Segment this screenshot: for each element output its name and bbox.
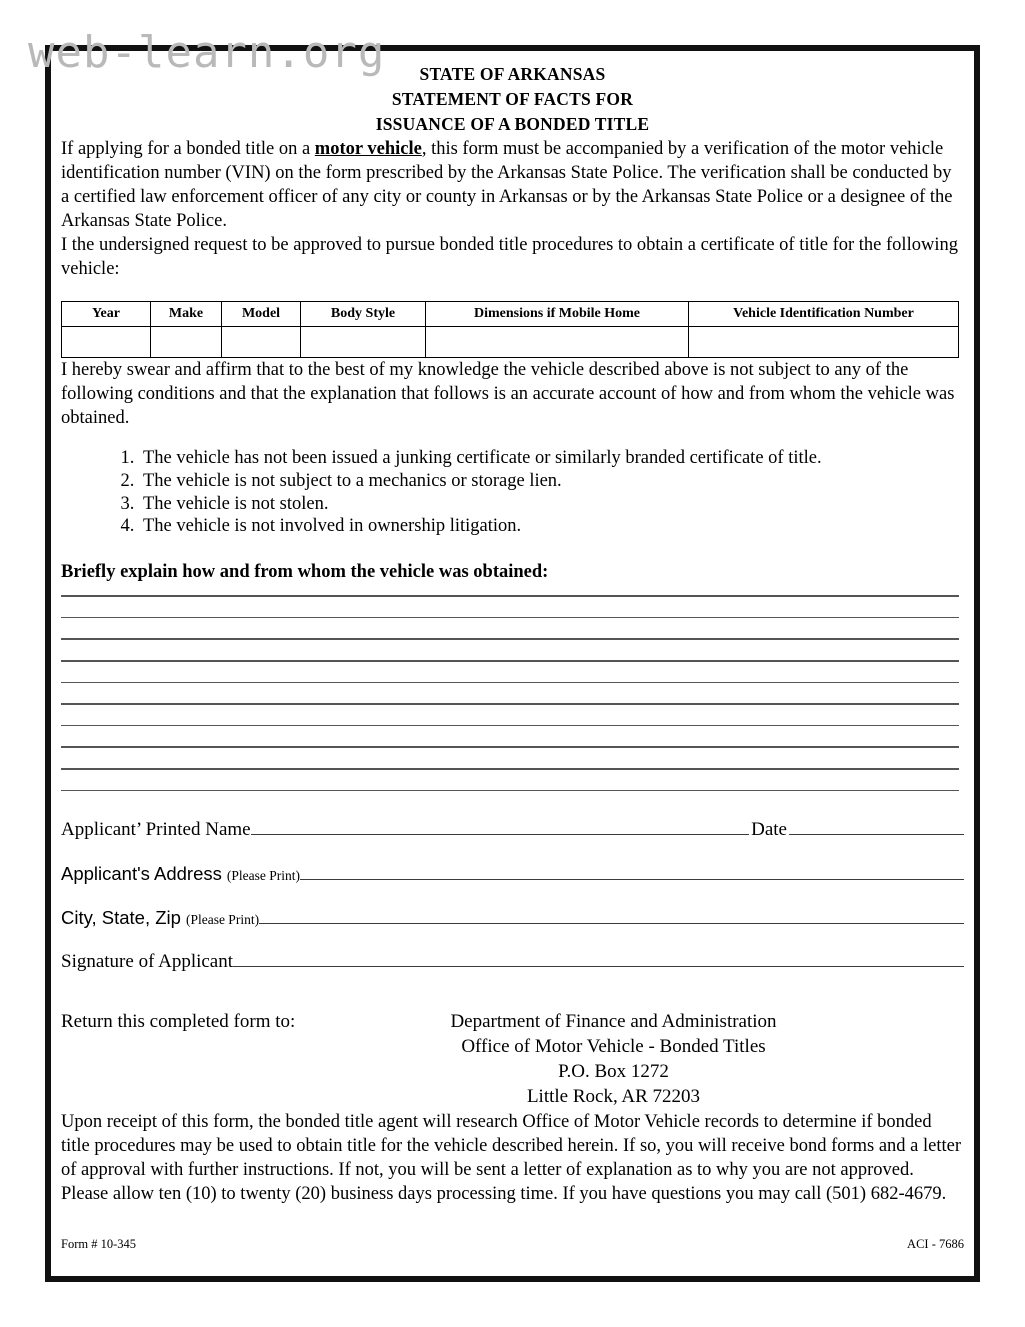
title-line-3: ISSUANCE OF A BONDED TITLE (375, 113, 650, 134)
form-title (61, 62, 964, 137)
closing-paragraph: Upon receipt of this form, the bonded title agent will research Office of Motor Vehicle records to determine if bonded title procedures may be used to obtain title for the vehicle described herein. If so, you will receive bond forms and a letter of approval with further instructions. If not, you will be sent a letter of explanation as to why you are not approved. Please allow ten (10) to twenty (20) business days processing time. If you have questions you may call (501) 682-4679. (61, 1111, 962, 1204)
list-item: 3. The vehicle is not stolen. (139, 494, 964, 516)
intro-part-1: If applying for a bonded title on a (61, 138, 315, 159)
conditions-list (61, 448, 964, 538)
applicant-fields (61, 819, 964, 973)
form-content (61, 51, 964, 1276)
address-print-hint: (Please Print) (226, 868, 300, 884)
cell-year[interactable] (62, 326, 151, 357)
list-item: 2. The vehicle is not subject to a mechanics or storage lien. (139, 471, 964, 493)
cell-make[interactable] (151, 326, 222, 357)
address-line: Office of Motor Vehicle - Bonded Titles (461, 1036, 766, 1058)
explanation-blank-lines[interactable] (61, 595, 964, 791)
return-to-address (353, 1009, 964, 1109)
address-line: Department of Finance and Administration (450, 1011, 777, 1033)
intro-paragraph (61, 137, 964, 233)
field-row-address (61, 863, 964, 885)
blank-write-line[interactable] (61, 746, 959, 748)
cell-vin[interactable] (689, 326, 959, 357)
field-row-city-state-zip (61, 907, 964, 929)
intro-emphasis: motor vehicle (314, 138, 422, 159)
printed-name-input[interactable] (251, 819, 750, 835)
blank-write-line[interactable] (61, 638, 959, 640)
request-paragraph: I the undersigned request to be approved to pursue bonded title procedures to obtain a certificate of title for the following vehicle: (61, 234, 958, 279)
address-label: Applicant's Address (61, 863, 222, 885)
cell-model[interactable] (222, 326, 301, 357)
blank-write-line[interactable] (61, 790, 959, 792)
aci-number: ACI - 7686 (907, 1237, 964, 1251)
column-header-body-style: Body Style (301, 301, 426, 326)
vehicle-information-table (61, 301, 959, 358)
blank-write-line[interactable] (61, 617, 959, 619)
signature-input[interactable] (233, 951, 964, 967)
field-row-printed-name (61, 819, 964, 841)
cell-body-style[interactable] (301, 326, 426, 357)
table-header-row (62, 301, 959, 326)
column-header-dimensions: Dimensions if Mobile Home (426, 301, 689, 326)
title-line-2: STATEMENT OF FACTS FOR (391, 88, 634, 109)
cell-dimensions[interactable] (426, 326, 689, 357)
form-number: Form # 10-345 (61, 1237, 136, 1251)
column-header-vin: Vehicle Identification Number (689, 301, 959, 326)
table-row (62, 326, 959, 357)
city-state-zip-label: City, State, Zip (61, 907, 181, 929)
address-line: P.O. Box 1272 (558, 1061, 669, 1083)
return-address-block (61, 1009, 964, 1109)
affirmation-paragraph: I hereby swear and affirm that to the best of my knowledge the vehicle described above is not subject to any of the following conditions and that the explanation that follows is an accurate account of how and from whom the vehicle was obtained. (61, 359, 955, 428)
column-header-make: Make (151, 301, 222, 326)
date-label: Date (751, 819, 787, 841)
column-header-year: Year (62, 301, 151, 326)
blank-write-line[interactable] (61, 768, 959, 770)
blank-write-line[interactable] (61, 703, 959, 705)
city-state-zip-input[interactable] (259, 908, 964, 924)
printed-name-label: Applicant’ Printed Name (61, 819, 251, 841)
blank-write-line[interactable] (61, 725, 959, 727)
address-line: Little Rock, AR 72203 (526, 1086, 701, 1108)
form-footer (61, 1237, 964, 1252)
explain-heading: Briefly explain how and from whom the vehicle was obtained: (61, 562, 549, 583)
date-input[interactable] (789, 819, 964, 835)
list-item: 1. The vehicle has not been issued a junking certificate or similarly branded certificate of title. (139, 448, 964, 470)
intro-part-2: , this form must be accompanied by a verification of the motor vehicle identification number (VIN) on the form prescribed by the Arkansas State Police. The verification shall be conducted by a certified law enforcement officer of any city or county in Arkansas or by the Arkansas State Police or a designee of the Arkansas State Police. (61, 138, 953, 231)
blank-write-line[interactable] (61, 595, 959, 597)
field-row-signature (61, 951, 964, 973)
blank-write-line[interactable] (61, 660, 959, 662)
column-header-model: Model (222, 301, 301, 326)
site-watermark: web-learn.org (28, 27, 386, 78)
signature-label: Signature of Applicant (61, 951, 234, 973)
city-state-zip-print-hint: (Please Print) (185, 912, 260, 928)
return-to-label: Return this completed form to: (61, 1011, 296, 1033)
list-item: 4. The vehicle is not involved in ownership litigation. (139, 516, 964, 538)
blank-write-line[interactable] (61, 682, 959, 684)
address-input[interactable] (300, 864, 964, 880)
title-line-1: STATE OF ARKANSAS (419, 64, 606, 84)
